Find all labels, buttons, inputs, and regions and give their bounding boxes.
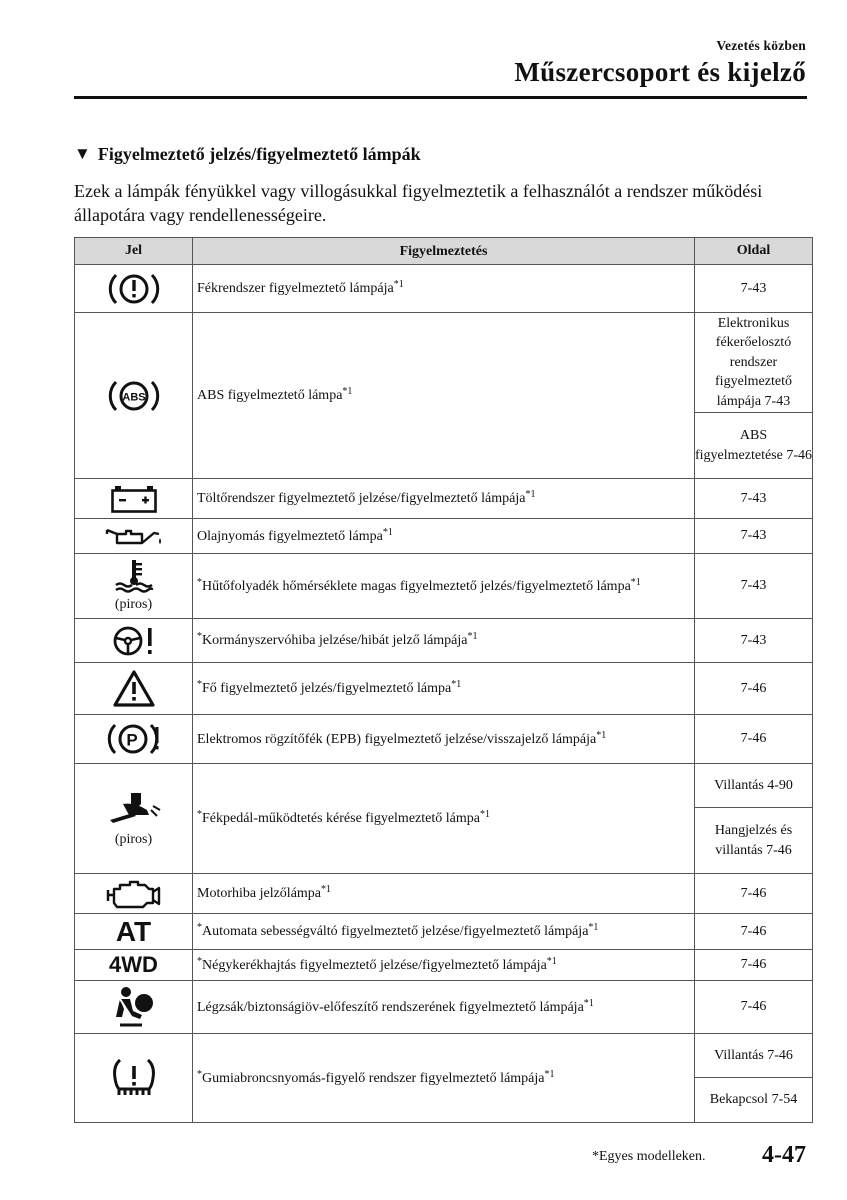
airbag-icon bbox=[112, 985, 156, 1029]
page-cell: 7-46 bbox=[695, 715, 813, 764]
table-row bbox=[75, 554, 813, 619]
brake-pedal-icon bbox=[105, 790, 163, 828]
running-head: Vezetés közben bbox=[716, 38, 806, 53]
table-row bbox=[75, 519, 813, 554]
section-heading-text: Figyelmeztető jelzés/figyelmeztető lámpák bbox=[97, 144, 421, 164]
table-row bbox=[75, 265, 813, 313]
warning-text-cell: *Fékpedál-működtetés kérése figyelmeztető lámpa$^{*1}$ bbox=[193, 764, 695, 874]
table-row bbox=[75, 1034, 813, 1078]
warning-lamps-table bbox=[74, 237, 813, 1123]
warning-text-cell: *Négykerékhajtás figyelmeztető jelzése/figyelmeztető lámpája$^{*1}$ bbox=[193, 950, 695, 981]
master-warning-triangle-icon bbox=[112, 669, 156, 709]
table-row bbox=[75, 950, 813, 981]
symbol-cell bbox=[75, 519, 193, 554]
table-row bbox=[75, 663, 813, 715]
table-row bbox=[75, 914, 813, 950]
title-rule bbox=[74, 96, 807, 99]
page-cell: 7-46 bbox=[695, 663, 813, 715]
abs-warning-icon bbox=[106, 376, 162, 416]
warning-text-cell: *Fő figyelmeztető jelzés/figyelmeztető lámpa$^{*1}$ bbox=[193, 663, 695, 715]
warning-text-cell: *Automata sebességváltó figyelmeztető jelzése/figyelmeztető lámpája$^{*1}$ bbox=[193, 914, 695, 950]
at-indicator-icon: AT bbox=[115, 915, 152, 947]
page-cell: 7-46 bbox=[695, 874, 813, 914]
triangle-marker-icon: ▼ bbox=[74, 143, 91, 163]
engine-icon bbox=[105, 879, 163, 909]
page-cell: 7-46 bbox=[695, 950, 813, 981]
symbol-cell bbox=[75, 914, 193, 950]
page-cell: Villantás 7-46 bbox=[695, 1034, 813, 1078]
warning-text-cell: Töltőrendszer figyelmeztető jelzése/figyelmeztető lámpája$^{*1}$ bbox=[193, 479, 695, 519]
section-heading bbox=[74, 144, 421, 165]
page-number: 4-47 bbox=[762, 1142, 806, 1168]
page-cell: 7-43 bbox=[695, 519, 813, 554]
symbol-cell bbox=[75, 1034, 193, 1123]
table-row bbox=[75, 619, 813, 663]
symbol-cell bbox=[75, 554, 193, 619]
oil-can-icon bbox=[104, 523, 164, 549]
col-header-warning: Figyelmeztetés bbox=[193, 238, 695, 265]
page-cell: 7-43 bbox=[695, 554, 813, 619]
coolant-temp-icon bbox=[112, 559, 156, 593]
symbol-cell bbox=[75, 715, 193, 764]
page-cell: 7-46 bbox=[695, 981, 813, 1034]
warning-text-cell: *Gumiabroncsnyomás-figyelő rendszer figyelmeztető lámpája$^{*1}$ bbox=[193, 1034, 695, 1123]
symbol-cell bbox=[75, 981, 193, 1034]
symbol-cell bbox=[75, 950, 193, 981]
page-title: Műszercsoport és kijelző bbox=[514, 57, 806, 87]
4wd-indicator-icon: 4WD bbox=[109, 952, 158, 977]
color-caption: (piros) bbox=[114, 831, 153, 847]
table-row bbox=[75, 479, 813, 519]
symbol-cell bbox=[75, 663, 193, 715]
symbol-cell bbox=[75, 313, 193, 479]
table-row bbox=[75, 715, 813, 764]
warning-text-cell: *Kormányszervóhiba jelzése/hibát jelző lámpája$^{*1}$ bbox=[193, 619, 695, 663]
page-cell: 7-43 bbox=[695, 265, 813, 313]
page-cell: 7-43 bbox=[695, 479, 813, 519]
footnote: *Egyes modelleken. bbox=[592, 1149, 706, 1164]
intro-paragraph: Ezek a lámpák fényükkel vagy villogásukkal figyelmeztetik a felhasználót a rendszer működési állapotára vagy rendellenességeire. bbox=[74, 181, 763, 225]
warning-text-cell: Elektromos rögzítőfék (EPB) figyelmeztető jelzése/visszajelző lámpája$^{*1}$ bbox=[193, 715, 695, 764]
svg-text:P: P bbox=[125, 730, 138, 750]
symbol-cell bbox=[75, 874, 193, 914]
symbol-cell bbox=[75, 265, 193, 313]
warning-text-cell: Fékrendszer figyelmeztető lámpája$^{*1}$ bbox=[193, 265, 695, 313]
page-cell: Villantás 4-90 bbox=[695, 764, 813, 808]
col-header-page: Oldal bbox=[695, 238, 813, 265]
steering-wheel-warning-icon bbox=[111, 624, 157, 658]
symbol-cell bbox=[75, 764, 193, 874]
color-caption: (piros) bbox=[114, 597, 153, 612]
symbol-cell bbox=[75, 479, 193, 519]
warning-text-cell: Olajnyomás figyelmeztető lámpa$^{*1}$ bbox=[193, 519, 695, 554]
symbol-cell bbox=[75, 619, 193, 663]
epb-icon bbox=[106, 719, 162, 759]
warning-text-cell: *Hűtőfolyadék hőmérséklete magas figyelmeztető jelzés/figyelmeztető lámpa$^{*1}$ bbox=[193, 554, 695, 619]
svg-text:ABS: ABS bbox=[121, 391, 146, 403]
table-header-row bbox=[75, 238, 813, 265]
table-row bbox=[75, 874, 813, 914]
col-header-symbol: Jel bbox=[75, 238, 193, 265]
warning-text-cell: Légzsák/biztonságiöv-előfeszítő rendszerének figyelmeztető lámpája$^{*1}$ bbox=[193, 981, 695, 1034]
table-row bbox=[75, 981, 813, 1034]
battery-icon bbox=[110, 484, 158, 514]
brake-warning-icon bbox=[106, 269, 162, 309]
warning-text-cell: ABS figyelmeztető lámpa$^{*1}$ bbox=[193, 313, 695, 479]
warning-text-cell: Motorhiba jelzőlámpa$^{*1}$ bbox=[193, 874, 695, 914]
page-cell: Hangjelzés és villantás 7-46 bbox=[695, 808, 813, 874]
page-cell: Bekapcsol 7-54 bbox=[695, 1078, 813, 1123]
page-cell: ABS figyelmeztetése 7-46 bbox=[695, 413, 813, 479]
table-row bbox=[75, 764, 813, 808]
table-row bbox=[75, 313, 813, 413]
tire-pressure-icon bbox=[109, 1056, 159, 1100]
page-cell: 7-43 bbox=[695, 619, 813, 663]
page-cell: Elektronikus fékerőelosztó rendszer figyelmeztető lámpája 7-43 bbox=[695, 313, 813, 413]
page-cell: 7-46 bbox=[695, 914, 813, 950]
